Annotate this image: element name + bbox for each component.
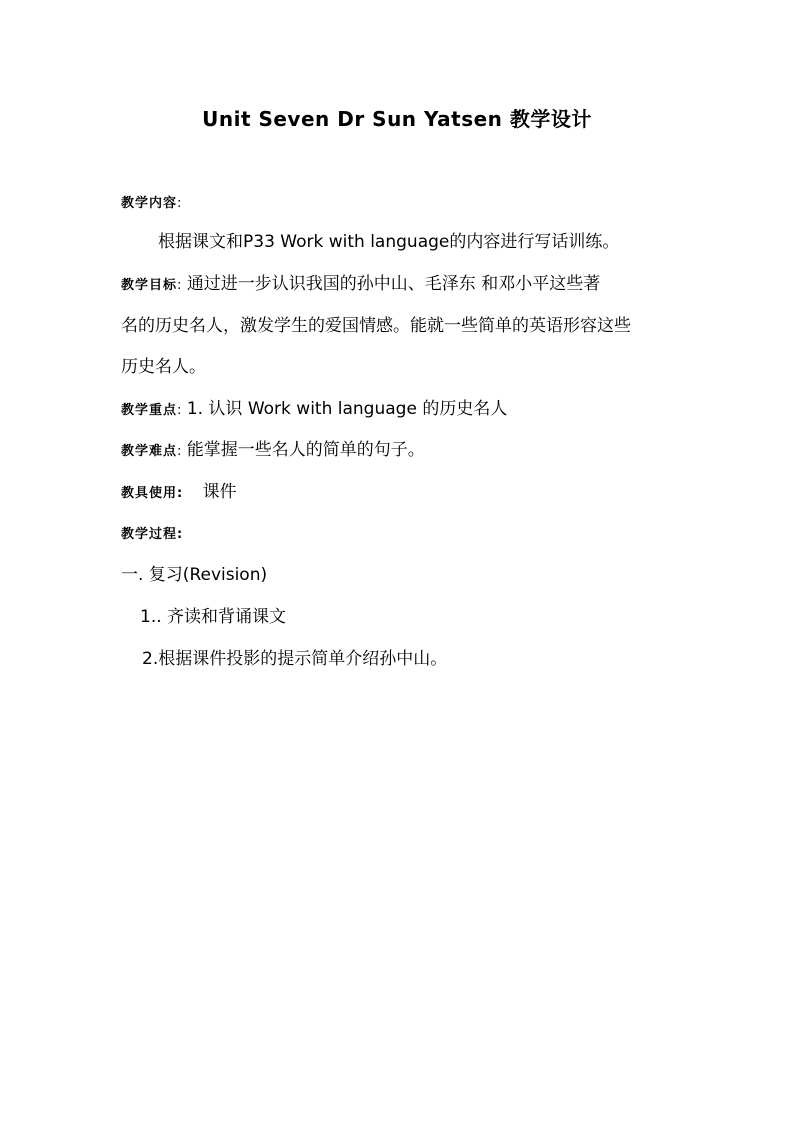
objective-text-line-3: 历史名人。 — [121, 357, 206, 377]
key-point-line — [121, 397, 507, 423]
content-text: 根据课文和P33 Work with language的内容进行写话训练。 — [158, 232, 620, 252]
content-label-line — [121, 190, 181, 216]
difficulty-label: 教学难点 — [121, 444, 178, 459]
tools-text: 课件 — [202, 482, 237, 502]
objective-line-1 — [121, 272, 600, 298]
section-1-item-1: 1.. 齐读和背诵课文 — [140, 607, 287, 627]
difficulty-line — [121, 438, 425, 464]
process-line — [121, 521, 183, 547]
tools-label: 教具使用: — [121, 486, 184, 501]
section-1-heading: 一. 复习(Revision) — [121, 565, 268, 585]
document-title: Unit Seven Dr Sun Yatsen 教学设计 — [202, 107, 592, 131]
key-point-label-separator: : — [177, 403, 182, 418]
objective-text-line-2: 名的历史名人，激发学生的爱国情感。能就一些简单的英语形容这些 — [121, 316, 631, 336]
difficulty-label-separator: : — [177, 444, 182, 459]
section-1-item-2: 2.根据课件投影的提示简单介绍孙中山。 — [142, 649, 448, 669]
difficulty-text: 能掌握一些名人的简单的句子。 — [186, 440, 425, 460]
process-label: 教学过程: — [121, 527, 184, 542]
objective-label: 教学目标 — [121, 278, 178, 293]
objective-label-separator: : — [177, 278, 182, 293]
tools-line — [121, 480, 237, 506]
content-label: 教学内容 — [121, 196, 178, 211]
objective-text-line-1: 通过进一步认识我国的孙中山、毛泽东 和邓小平这些著 — [186, 274, 601, 294]
key-point-text: 1. 认识 Work with language 的历史名人 — [186, 399, 508, 419]
content-label-separator: : — [177, 196, 182, 211]
key-point-label: 教学重点 — [121, 403, 178, 418]
